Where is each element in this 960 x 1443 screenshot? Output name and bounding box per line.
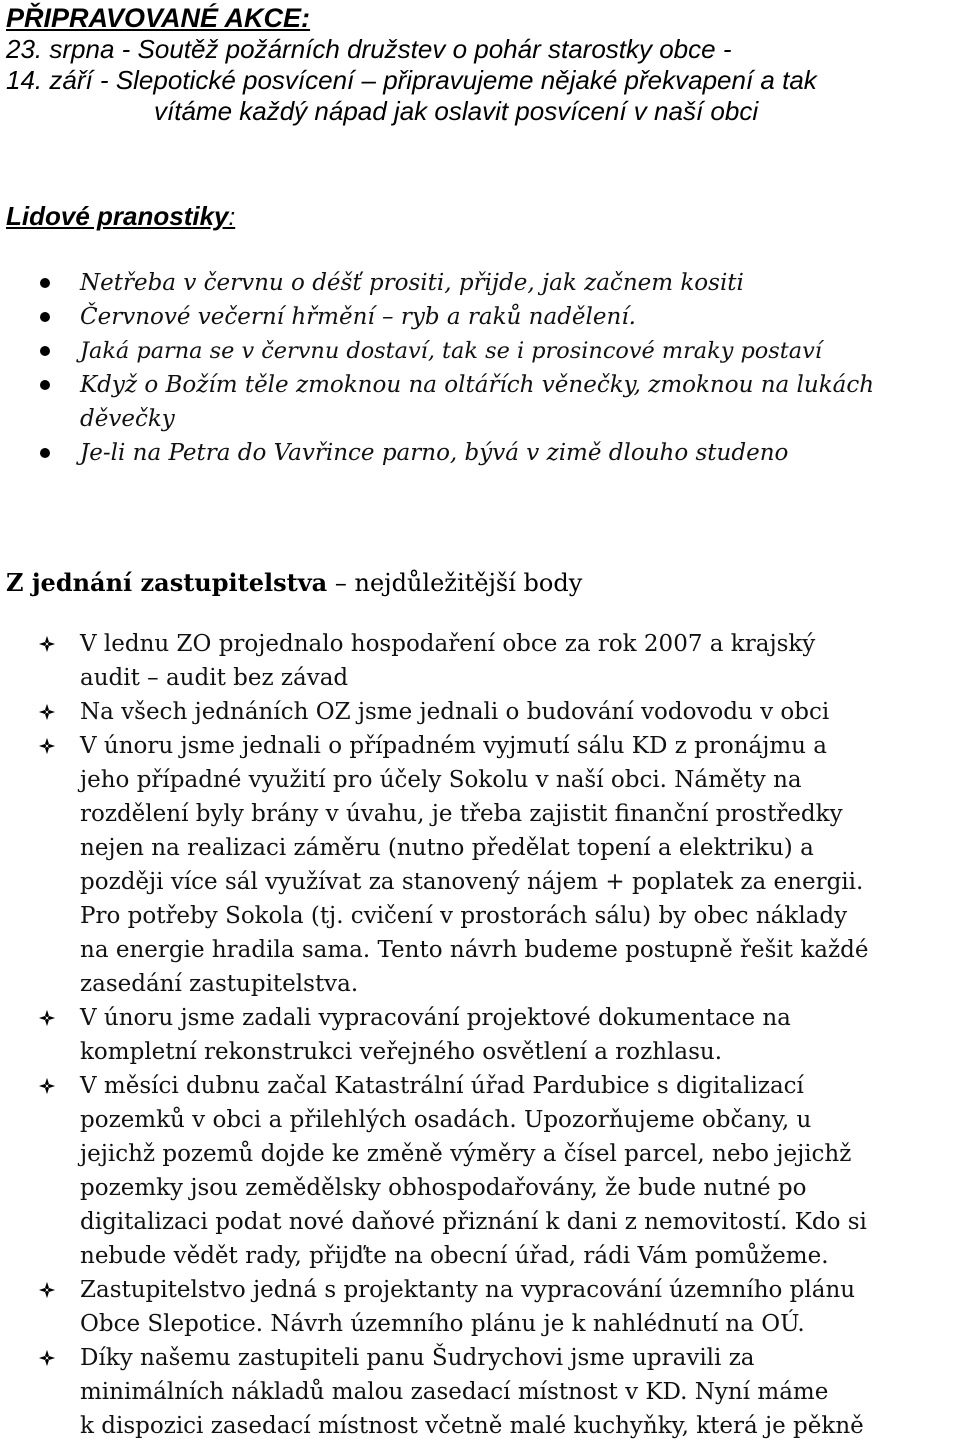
saying-item <box>0 368 880 436</box>
council-item-line: jeho případné využití pro účely Sokolu v naší obci. Náměty na <box>80 767 802 793</box>
council-heading-bold: Z jednání zastupitelstva <box>6 568 328 597</box>
council-item-line: audit – audit bez závad <box>80 665 349 691</box>
saying-item <box>0 300 960 334</box>
council-item-line: k dispozici zasedací místnost včetně malé kuchyňky, která je pěkně <box>80 1413 864 1439</box>
council-item-line: minimálních nákladů malou zasedací místnost v KD. Nyní máme <box>80 1379 829 1405</box>
sayings-list <box>0 266 960 470</box>
council-item <box>0 1001 960 1069</box>
saying-text: Netřeba v červnu o déšť prositi, přijde, jak začnem kositi <box>80 270 744 296</box>
council-item-line: Obce Slepotice. Návrh územního plánu je k nahlédnutí na OÚ. <box>80 1311 805 1337</box>
council-item-line: Pro potřeby Sokola (tj. cvičení v prostorách sálu) by obec náklady <box>80 903 848 929</box>
council-item-line: V měsíci dubnu začal Katastrální úřad Pardubice s digitalizací <box>80 1073 804 1099</box>
sayings-heading-text: Lidové pranostiky <box>6 201 229 231</box>
event-line: vítáme každý nápad jak oslavit posvícení v naší obci <box>154 96 759 126</box>
planned-events-heading: PŘIPRAVOVANÉ AKCE: <box>6 3 311 33</box>
council-item <box>0 1273 960 1341</box>
council-item-line: na energie hradila sama. Tento návrh budeme postupně řešit každé <box>80 937 869 963</box>
event-line: 23. srpna - Soutěž požárních družstev o pohár starostky obce - <box>6 34 732 64</box>
council-item-line: kompletní rekonstrukci veřejného osvětlení a rozhlasu. <box>80 1039 723 1065</box>
saying-text: Když o Božím těle zmoknou na oltářích věnečky, zmoknou na lukách děvečky <box>80 372 875 432</box>
council-heading <box>6 566 582 600</box>
council-item <box>0 1341 960 1443</box>
council-heading-rest: – nejdůležitější body <box>327 569 583 597</box>
council-item-line: nejen na realizaci záměru (nutno předělat topení a elektriku) a <box>80 835 814 861</box>
diamond-bullet-icon <box>38 635 56 653</box>
saying-item <box>0 334 960 368</box>
bullet-icon <box>40 448 50 458</box>
diamond-bullet-icon <box>38 1009 56 1027</box>
council-item-line: V lednu ZO projednalo hospodaření obce za rok 2007 a krajský <box>80 631 816 657</box>
diamond-bullet-icon <box>38 1281 56 1299</box>
council-item-line: digitalizaci podat nové daňové přiznání k dani z nemovitostí. Kdo si <box>80 1209 867 1235</box>
council-item-line: rozdělení byly brány v úvahu, je třeba zajistit finanční prostředky <box>80 801 843 827</box>
council-item <box>0 1069 960 1273</box>
diamond-bullet-icon <box>38 1077 56 1095</box>
saying-text: Je-li na Petra do Vavřince parno, bývá v zimě dlouho studeno <box>80 440 789 466</box>
council-item-line: V únoru jsme jednali o případném vyjmutí sálu KD z pronájmu a <box>80 733 828 759</box>
council-item-line: Na všech jednáních OZ jsme jednali o budování vodovodu v obci <box>80 699 830 725</box>
council-item-line: Zastupitelstvo jedná s projektanty na vypracování územního plánu <box>80 1277 856 1303</box>
bullet-icon <box>40 278 50 288</box>
saying-text: Jaká parna se v červnu dostaví, tak se i prosincové mraky postaví <box>80 338 822 364</box>
saying-text: Červnové večerní hřmění – ryb a raků nadělení. <box>80 304 636 330</box>
council-item-line: V únoru jsme zadali vypracování projektové dokumentace na <box>80 1005 791 1031</box>
diamond-bullet-icon <box>38 1349 56 1367</box>
planned-events-section <box>6 2 956 127</box>
event-line: 14. září - Slepotické posvícení – připravujeme nějaké překvapení a tak <box>6 65 817 95</box>
sayings-heading-colon: : <box>228 204 236 231</box>
council-item-line: jejichž pozemů dojde ke změně výměry a čísel parcel, nebo jejichž <box>80 1141 852 1167</box>
sayings-heading <box>6 200 235 234</box>
diamond-bullet-icon <box>38 737 56 755</box>
council-list <box>0 627 960 1443</box>
saying-item <box>0 436 960 470</box>
saying-item <box>0 266 960 300</box>
council-item-line: nebude vědět rady, přijďte na obecní úřad, rádi Vám pomůžeme. <box>80 1243 829 1269</box>
council-item-line: zasedání zastupitelstva. <box>80 971 359 997</box>
council-item-line: později více sál využívat za stanovený nájem + poplatek za energii. <box>80 869 864 895</box>
council-item <box>0 695 960 729</box>
bullet-icon <box>40 312 50 322</box>
council-item <box>0 627 960 695</box>
council-item <box>0 729 960 1001</box>
council-item-line: pozemků v obci a přilehlých osadách. Upozorňujeme občany, u <box>80 1107 812 1133</box>
bullet-icon <box>40 346 50 356</box>
council-item-line: Díky našemu zastupiteli panu Šudrychovi jsme upravili za <box>80 1345 755 1371</box>
bullet-icon <box>40 380 50 390</box>
diamond-bullet-icon <box>38 703 56 721</box>
council-item-line: pozemky jsou zemědělsky obhospodařovány, že bude nutné po <box>80 1175 807 1201</box>
